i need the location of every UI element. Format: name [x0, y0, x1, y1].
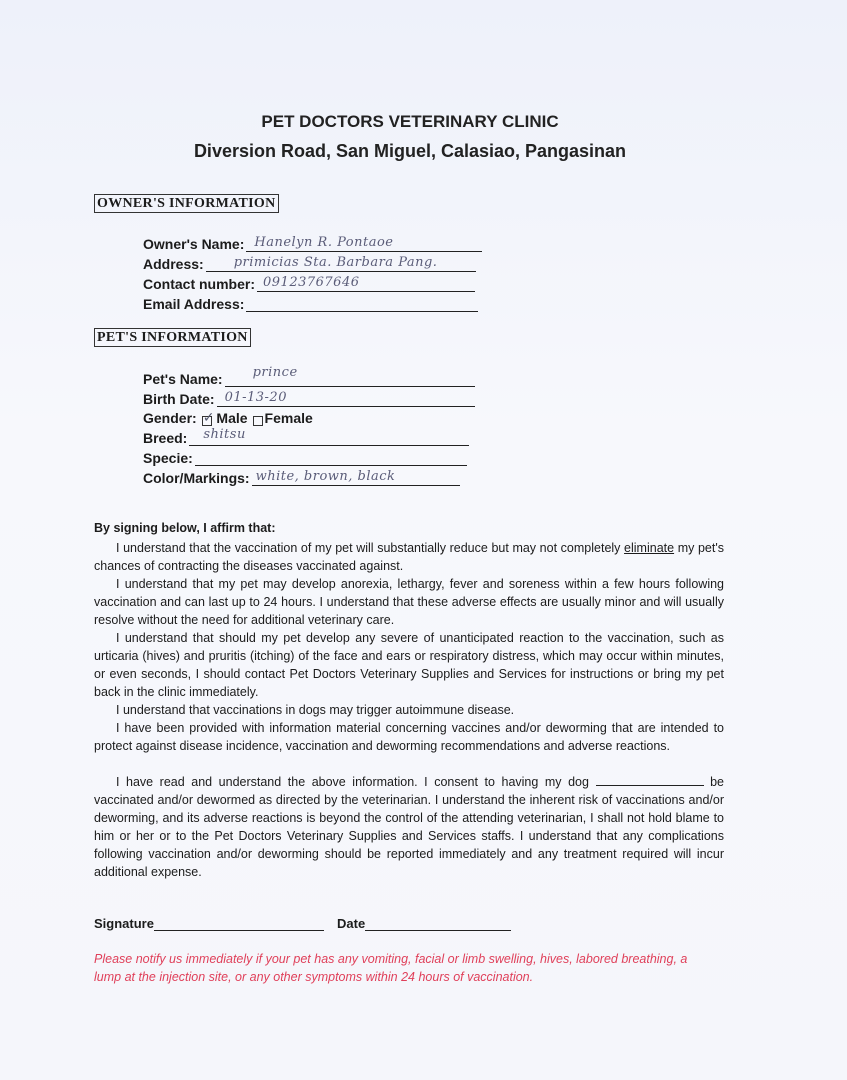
male-option-label: Male [216, 410, 248, 426]
owner-address-field[interactable] [143, 252, 476, 272]
pet-name-field[interactable] [143, 367, 475, 387]
birth-date-value: 01-13-20 [224, 390, 287, 405]
owner-address-value: primicias Sta. Barbara Pang. [233, 255, 438, 270]
owner-email-line[interactable] [246, 293, 478, 312]
specie-field[interactable] [143, 446, 467, 466]
color-markings-field[interactable] [143, 466, 460, 486]
pet-name-line[interactable] [225, 365, 475, 387]
owner-name-field[interactable] [143, 232, 482, 252]
color-markings-value: white, brown, black [255, 469, 396, 484]
owner-contact-line[interactable] [257, 273, 475, 292]
owner-contact-value: 09123767646 [263, 275, 360, 290]
birth-date-line[interactable] [217, 388, 475, 407]
female-option-label: Female [264, 410, 313, 426]
pet-section-title: PET'S INFORMATION [94, 328, 251, 347]
consent-paragraph-1 [94, 539, 724, 575]
signature-label: Signature [94, 916, 154, 931]
consent-paragraph-2: I understand that my pet may develop anorexia, lethargy, fever and soreness within a few hours following vaccination and can last up to 24 hours. I understand that these adverse effects are usually minor and will usually resolve without the need for additional veterinary care. [94, 577, 724, 627]
consent-heading: By signing below, I affirm that: [94, 521, 276, 535]
breed-label: Breed: [143, 430, 188, 446]
owner-address-line[interactable] [206, 253, 476, 272]
owner-contact-field[interactable] [143, 272, 475, 292]
owner-email-label: Email Address: [143, 296, 245, 312]
consent-paragraph-5: I have been provided with information material concerning vaccines and/or deworming that are intended to protect against disease incidence, vaccination and deworming recommendations and adverse reactions. [94, 721, 724, 753]
pet-name-value: prince [252, 365, 298, 380]
date-field[interactable] [337, 914, 511, 931]
post-vaccination-notice: Please notify us immediately if your pet has any vomiting, facial or limb swelling, hives, labored breathing, a lump at the injection site, or any other symptoms within 24 hours of vaccination. [94, 952, 688, 984]
color-markings-label: Color/Markings: [143, 470, 250, 486]
owner-contact-label: Contact number: [143, 276, 255, 292]
owner-name-line[interactable] [246, 233, 482, 252]
specie-line[interactable] [195, 447, 467, 466]
date-label: Date [337, 916, 366, 931]
pet-name-label: Pet's Name: [143, 371, 223, 387]
male-check-mark: ✓ [202, 409, 215, 425]
consent-p6-text-a: I have read and understand the above information. I consent to having my dog [116, 775, 596, 789]
owner-name-value: Hanelyn R. Pontaoe [254, 235, 394, 250]
specie-label: Specie: [143, 450, 193, 466]
breed-line[interactable] [189, 427, 469, 446]
breed-value: shitsu [203, 427, 246, 442]
gender-field [143, 406, 313, 426]
consent-p6-text-b: be vaccinated and/or dewormed as directed by the veterinarian. I understand the inherent risk of vaccinations and/or deworming, and its adverse reactions is beyond the control of the attending veterinarian, I shall not hold blame to him or her or to the Pet Doctors Veterinary Supplies and Services staffs. I understand that any complications following vaccination and/or deworming should be reported immediately and any treatment required will incur additional expense. [94, 775, 724, 879]
consent-paragraph-3: I understand that should my pet develop any severe of unanticipated reaction to the vaccination, such as urticaria (hives) and pruritis (itching) of the face and ears or respiratory distress, which may occur within minutes, or even seconds, I should contact Pet Doctors Veterinary Supplies and Services for instructions or bring my pet back in the clinic immediately. [94, 631, 724, 699]
consent-p1-text-a: I understand that the vaccination of my pet will substantially reduce but may not completely [116, 541, 625, 555]
breed-field[interactable] [143, 426, 469, 446]
signature-line[interactable] [154, 914, 324, 931]
owner-section-title: OWNER'S INFORMATION [94, 194, 279, 213]
birth-date-field[interactable] [143, 387, 475, 407]
consent-paragraph-6 [94, 773, 724, 881]
owner-address-label: Address: [143, 256, 204, 272]
date-line[interactable] [365, 914, 511, 931]
signature-field[interactable] [94, 914, 324, 931]
owner-name-label: Owner's Name: [143, 236, 245, 252]
owner-email-field[interactable] [143, 292, 478, 312]
dog-name-blank[interactable] [596, 773, 704, 786]
consent-paragraph-4: I understand that vaccinations in dogs may trigger autoimmune disease. [116, 703, 515, 717]
gender-label: Gender: [143, 410, 197, 426]
female-checkbox[interactable] [253, 416, 263, 426]
consent-p1-text-b: my pet's chances of contracting the diseases vaccinated against. [94, 541, 724, 573]
birth-date-label: Birth Date: [143, 391, 215, 407]
clinic-name: PET DOCTORS VETERINARY CLINIC [261, 112, 559, 131]
color-markings-line[interactable] [252, 467, 460, 486]
consent-p1-underlined: eliminate [624, 541, 675, 555]
clinic-address: Diversion Road, San Miguel, Calasiao, Pangasinan [193, 141, 627, 161]
